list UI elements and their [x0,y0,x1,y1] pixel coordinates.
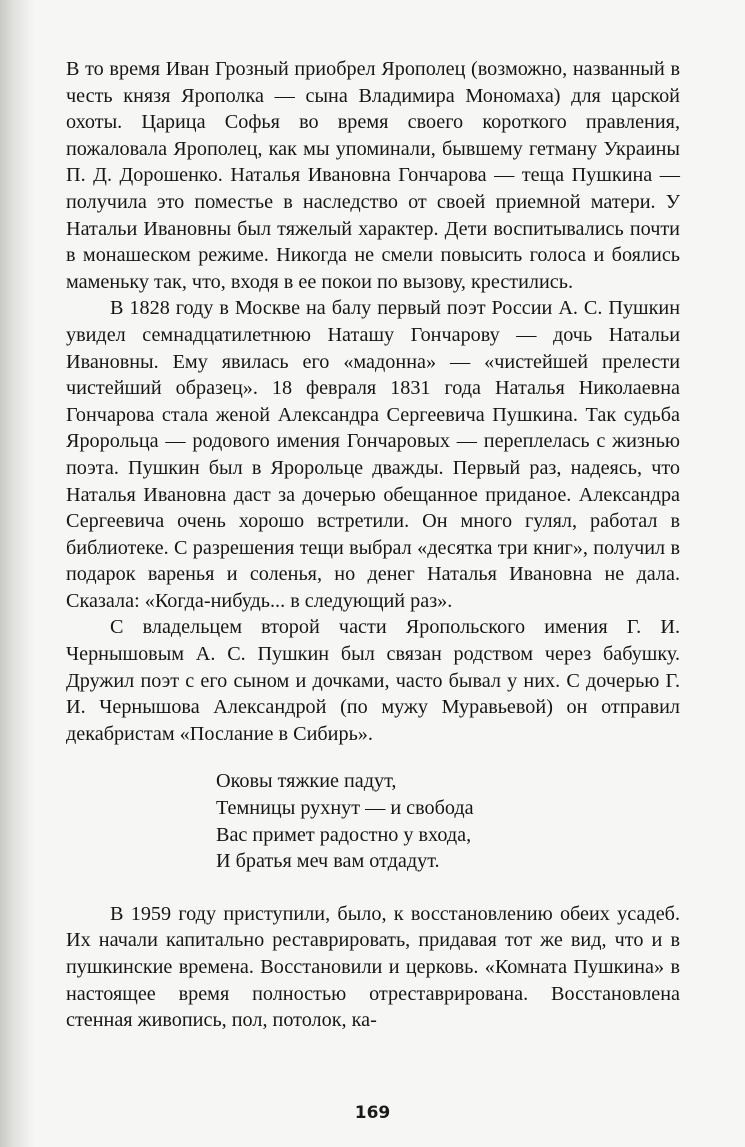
paragraph-4: В 1959 году приступили, было, к восстановлению обеих усадеб. Их начали капитально реставрировать, придавая тот же вид, что и в пушкинские времена. Восстановили и церковь. «Комната Пушкина» в настоящее время полностью отреставрирована. Восстановлена стенная живопись, пол, потолок, ка- [66,902,680,1032]
poem-quote [216,768,680,874]
poem-line-1: Оковы тяжкие падут, [216,770,397,793]
poem-line-3: Вас примет радостно у входа, [216,823,472,846]
paragraph-2: В 1828 году в Москве на балу первый поэт России А. С. Пушкин увидел семнадцатилетнюю Наташу Гончарову — дочь Натальи Ивановны. Ему явилась его «мадонна» — «чистейшей прелести чистейший образец». 18 февраля 1831 года Наталья Николаевна Гончарова стала женой Александра Сергеевича Пушкина. Так судьба Яроpольца — родового имения Гончаровых — переплелась с жизнью поэта. Пушкин был в Яроpольце дважды. Первый раз, надеясь, что Наталья Ивановна даст за дочерью обещанное приданое. Александра Сергеевича очень хорошо встретили. Он много гулял, работал в библиотеке. С разрешения тещи выбрал «десятка три книг», получил в подарок варенья и соленья, но денег Наталья Ивановна не дала. Сказала: «Когда-нибудь... в следующий раз». [66,297,680,612]
paragraph-3: С владельцем второй части Яропольского имения Г. И. Чернышовым А. С. Пушкин был связан родством через бабушку. Дружил поэт с его сыном и дочками, часто бывал у них. С дочерью Г. И. Чернышова Александрой (по мужу Муравьевой) он отправил декабристам «Послание в Сибирь». [66,616,680,745]
paragraph-1: В то время Иван Грозный приобрел Ярополец (возможно, названный в честь князя Ярополка — сына Владимира Мономаха) для царской охоты. Царица Софья во время своего короткого правления, пожаловала Ярополец, как мы упоминали, бывшему гетману Украины П. Д. Дорошенко. Наталья Ивановна Гончарова — теща Пушкина — получила это поместье в наследство от своей приемной матери. У Натальи Ивановны был тяжелый характер. Дети воспитывались почти в монашеском режиме. Никогда не смели повысить голоса и боялись маменьку так, что, входя в ее покои по вызову, крестились. [66,58,680,293]
poem-line-2: Темницы рухнут — и свобода [216,797,474,820]
page-edge-shadow [0,0,34,1147]
book-page [66,56,680,1034]
page-number: 169 [354,1103,391,1123]
poem-line-4: И братья меч вам отдадут. [216,850,440,873]
